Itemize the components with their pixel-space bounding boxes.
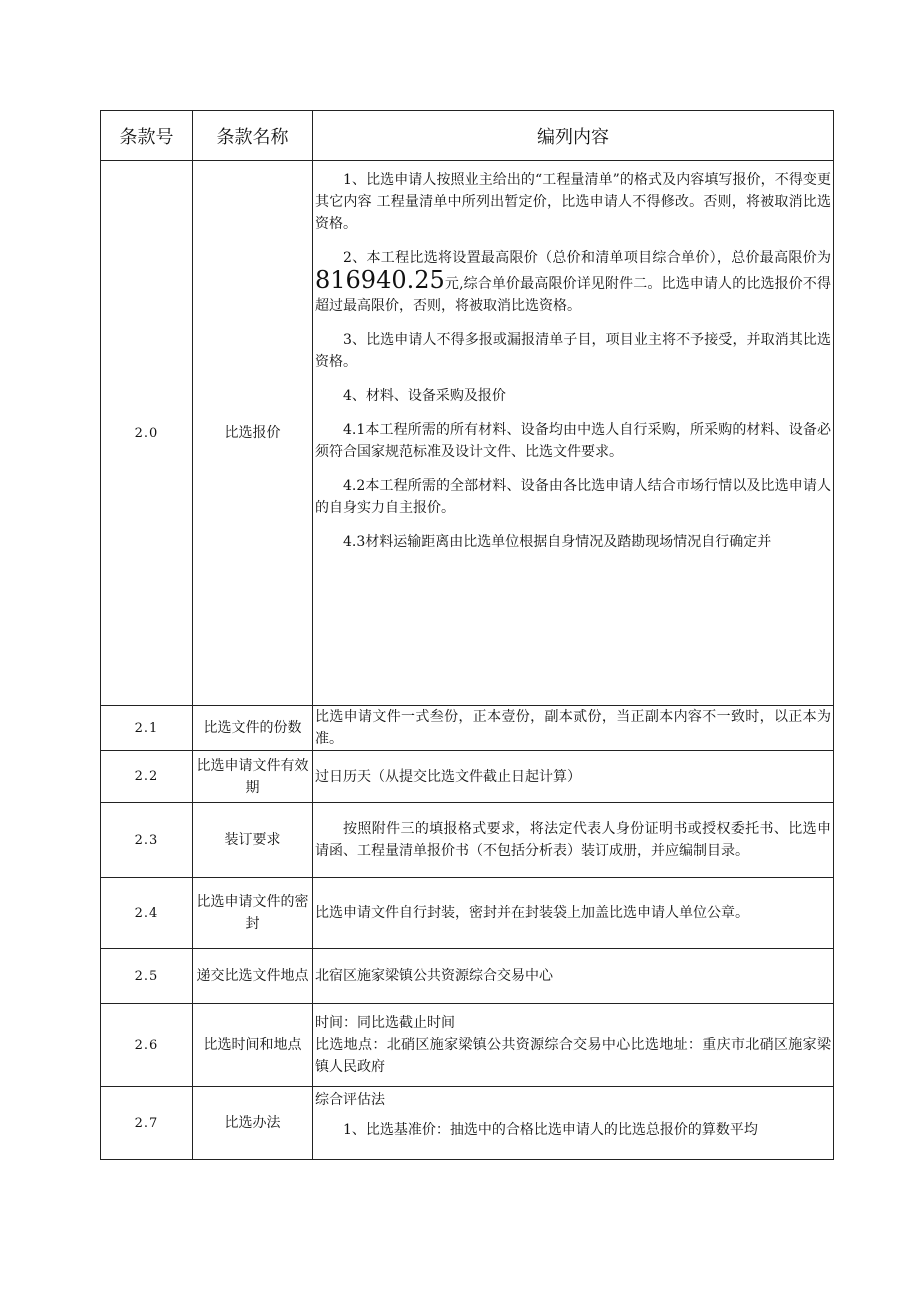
clause-content [313,1004,834,1087]
clause-name: 比选时间和地点 [193,1004,313,1087]
table-row [101,803,834,878]
method-detail: 1、比选基准价：抽选中的合格比选申请人的比选总报价的算数平均 [343,1122,758,1138]
paragraph: 4.2本工程所需的全部材料、设备由各比选申请人结合市场行情以及比选申请人的自身实力自主报价。 [315,478,831,516]
paragraph [315,241,831,323]
clause-content [313,161,834,706]
clause-content: 比选申请文件自行封装，密封并在封装袋上加盖比选申请人单位公章。 [313,878,834,949]
table-row [101,161,834,706]
clause-content: 比选申请文件一式叁份，正本壹份，副本贰份，当正副本内容不一致时，以正本为准。 [313,706,834,751]
table-row [101,1087,834,1160]
clause-content: 按照附件三的填报格式要求，将法定代表人身份证明书或授权委托书、比选申请函、工程量清单报价书（不包括分析表）装订成册，并应编制目录。 [313,803,834,878]
clause-number: 2.5 [101,949,193,1004]
clause-number: 2.2 [101,751,193,803]
clause-name: 比选报价 [193,161,313,706]
header-clause-name: 条款名称 [193,111,313,161]
table-row [101,949,834,1004]
clause-name: 比选申请文件的密封 [193,878,313,949]
paragraph: 4.1本工程所需的所有材料、设备均由中选人自行采购，所采购的材料、设备必须符合国家规范标准及设计文件、比选文件要求。 [315,422,831,460]
clause-content: 过日历天（从提交比选文件截止日起计算） [313,751,834,803]
clause-number: 2.1 [101,706,193,751]
table-row [101,1004,834,1087]
time-line: 时间：同比选截止时间 [315,1015,455,1031]
clause-number: 2.4 [101,878,193,949]
paragraph: 4.3材料运输距离由比选单位根据自身情况及踏勘现场情况自行确定并 [343,534,772,550]
clause-content [313,1087,834,1160]
location-line: 比选地点：北硝区施家梁镇公共资源综合交易中心比选地址：重庆市北硝区施家梁镇人民政府 [315,1037,831,1075]
paragraph: 3、比选申请人不得多报或漏报清单子目，项目业主将不予接受，并取消其比选资格。 [315,332,831,370]
table-header-row [101,111,834,161]
clause-name: 装订要求 [193,803,313,878]
paragraph: 1、比选申请人按照业主给出的“工程量清单”的格式及内容填写报价，不得变更其它内容 工程量清单中所列出暂定价，比选申请人不得修改。否则，将被取消比选资格。 [315,172,831,232]
clause-number: 2.6 [101,1004,193,1087]
price-limit-amount: 816940.25 [315,266,445,294]
clause-number: 2.0 [101,161,193,706]
table-row [101,878,834,949]
price-limit-text-post: 元,综合单价最高限价详见附件二。比选申请人的比选报价不得超过最高限价，否则，将被取消比选资格。 [315,276,831,314]
clause-name: 比选办法 [193,1087,313,1160]
table-row [101,706,834,751]
clause-table [100,110,834,1160]
paragraph: 4、材料、设备采购及报价 [343,388,506,404]
method-line: 综合评估法 [315,1092,385,1108]
header-clause-number: 条款号 [101,111,193,161]
clause-number: 2.3 [101,803,193,878]
clause-name: 比选申请文件有效期 [193,751,313,803]
price-limit-text: 2、本工程比选将设置最高限价（总价和清单项目综合单价），总价最高限价为 [343,250,831,266]
clause-number: 2.7 [101,1087,193,1160]
table-row [101,751,834,803]
clause-content: 北宿区施家梁镇公共资源综合交易中心 [313,949,834,1004]
header-content: 编列内容 [313,111,834,161]
clause-name: 比选文件的份数 [193,706,313,751]
clause-name: 递交比选文件地点 [193,949,313,1004]
